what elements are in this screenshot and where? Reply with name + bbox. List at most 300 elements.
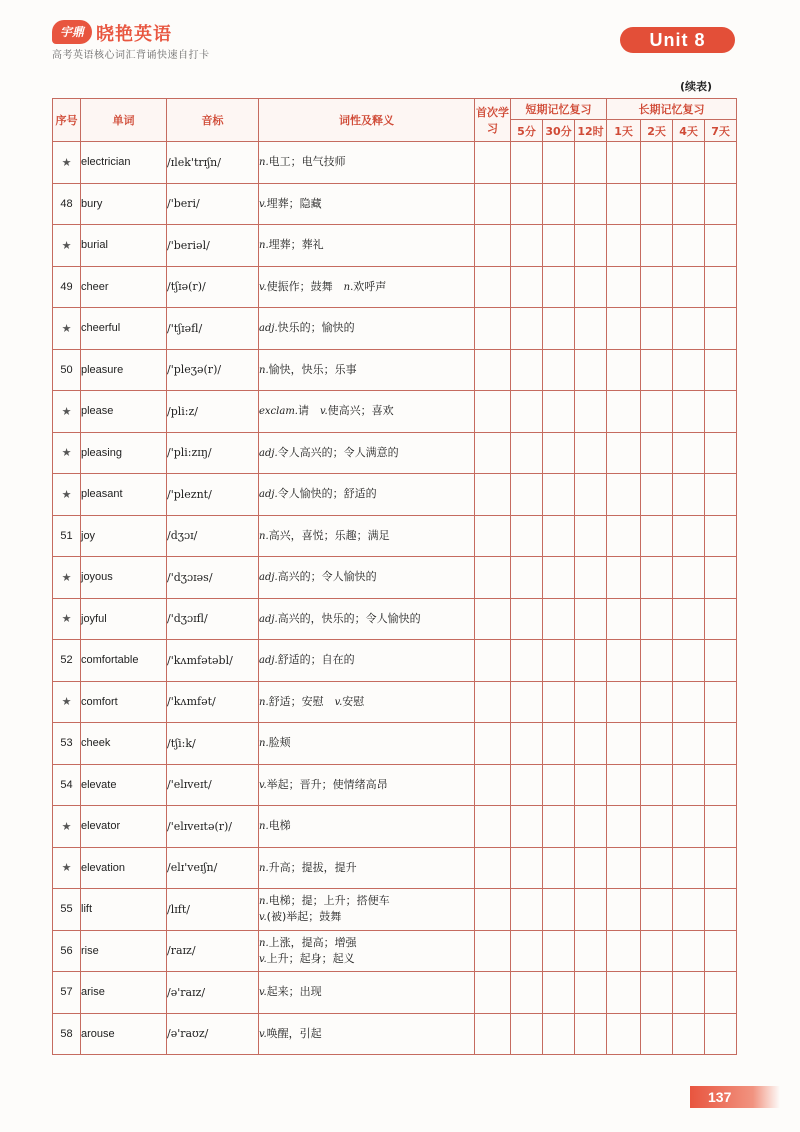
phonetic: /raɪz/ xyxy=(167,930,259,972)
phonetic: /'elɪveɪt/ xyxy=(167,764,259,806)
review-7day-cell[interactable] xyxy=(705,474,737,516)
review-2day-cell[interactable] xyxy=(641,225,673,267)
first-study-cell[interactable] xyxy=(475,889,511,931)
review-5min-cell[interactable] xyxy=(511,847,543,889)
first-study-cell[interactable] xyxy=(475,349,511,391)
part-of-speech: n. xyxy=(259,738,269,750)
review-30min-cell[interactable] xyxy=(543,640,575,682)
review-2day-cell[interactable] xyxy=(641,557,673,599)
review-1day-cell[interactable] xyxy=(607,142,641,184)
review-4day-cell[interactable] xyxy=(673,1013,705,1055)
word: comfortable xyxy=(81,640,167,682)
header-30min: 30分 xyxy=(543,120,575,142)
table-row xyxy=(53,183,737,225)
definition-line xyxy=(259,403,474,419)
review-7day-cell[interactable] xyxy=(705,640,737,682)
review-30min-cell[interactable] xyxy=(543,515,575,557)
review-1day-cell[interactable] xyxy=(607,640,641,682)
phonetic: /'pleznt/ xyxy=(167,474,259,516)
review-7day-cell[interactable] xyxy=(705,806,737,848)
review-30min-cell[interactable] xyxy=(543,930,575,972)
review-5min-cell[interactable] xyxy=(511,806,543,848)
review-4day-cell[interactable] xyxy=(673,764,705,806)
part-of-speech: v. xyxy=(319,406,328,418)
book-subtitle: 高考英语核心词汇背诵快速自打卡 xyxy=(52,50,210,61)
review-30min-cell[interactable] xyxy=(543,183,575,225)
review-7day-cell[interactable] xyxy=(705,308,737,350)
table-row xyxy=(53,764,737,806)
review-12h-cell[interactable] xyxy=(575,1013,607,1055)
continued-label: (续表) xyxy=(680,80,713,93)
review-1day-cell[interactable] xyxy=(607,889,641,931)
phonetic: /tʃi:k/ xyxy=(167,723,259,765)
review-2day-cell[interactable] xyxy=(641,1013,673,1055)
definition xyxy=(259,266,475,308)
row-number: 53 xyxy=(53,723,81,765)
review-1day-cell[interactable] xyxy=(607,806,641,848)
review-7day-cell[interactable] xyxy=(705,515,737,557)
meaning: 唤醒，引起 xyxy=(266,1026,322,1040)
review-7day-cell[interactable] xyxy=(705,723,737,765)
first-study-cell[interactable] xyxy=(475,557,511,599)
first-study-cell[interactable] xyxy=(475,515,511,557)
phonetic: /dʒɔɪ/ xyxy=(167,515,259,557)
review-12h-cell[interactable] xyxy=(575,225,607,267)
row-number: ★ xyxy=(53,432,81,474)
review-30min-cell[interactable] xyxy=(543,764,575,806)
meaning: 舒适的；自在的 xyxy=(277,653,355,667)
review-4day-cell[interactable] xyxy=(673,847,705,889)
definition-line xyxy=(259,237,474,253)
review-4day-cell[interactable] xyxy=(673,930,705,972)
header-2day: 2天 xyxy=(641,120,673,142)
definition-line xyxy=(259,984,474,1000)
review-2day-cell[interactable] xyxy=(641,349,673,391)
review-12h-cell[interactable] xyxy=(575,142,607,184)
first-study-cell[interactable] xyxy=(475,266,511,308)
meaning: 令人高兴的；令人满意的 xyxy=(277,445,399,459)
review-5min-cell[interactable] xyxy=(511,515,543,557)
word: lift xyxy=(81,889,167,931)
part-of-speech: adj. xyxy=(259,323,278,335)
review-4day-cell[interactable] xyxy=(673,183,705,225)
review-1day-cell[interactable] xyxy=(607,432,641,474)
part-of-speech: adj. xyxy=(259,655,278,667)
review-2day-cell[interactable] xyxy=(641,930,673,972)
review-7day-cell[interactable] xyxy=(705,557,737,599)
definition xyxy=(259,889,475,931)
table-row xyxy=(53,308,737,350)
review-1day-cell[interactable] xyxy=(607,930,641,972)
word: pleasure xyxy=(81,349,167,391)
definition xyxy=(259,225,475,267)
review-30min-cell[interactable] xyxy=(543,266,575,308)
row-number: 49 xyxy=(53,266,81,308)
part-of-speech: adj. xyxy=(259,447,278,459)
phonetic: /'kʌmfət/ xyxy=(167,681,259,723)
review-2day-cell[interactable] xyxy=(641,515,673,557)
review-7day-cell[interactable] xyxy=(705,142,737,184)
definition xyxy=(259,723,475,765)
table-row xyxy=(53,474,737,516)
review-4day-cell[interactable] xyxy=(673,723,705,765)
review-1day-cell[interactable] xyxy=(607,308,641,350)
review-5min-cell[interactable] xyxy=(511,972,543,1014)
review-4day-cell[interactable] xyxy=(673,308,705,350)
review-12h-cell[interactable] xyxy=(575,972,607,1014)
definition-line xyxy=(259,652,474,668)
review-5min-cell[interactable] xyxy=(511,764,543,806)
review-4day-cell[interactable] xyxy=(673,349,705,391)
definition-line xyxy=(259,935,474,951)
meaning: 上涨，提高；增强 xyxy=(268,935,357,949)
table-row xyxy=(53,847,737,889)
review-30min-cell[interactable] xyxy=(543,349,575,391)
review-2day-cell[interactable] xyxy=(641,432,673,474)
review-1day-cell[interactable] xyxy=(607,391,641,433)
first-study-cell[interactable] xyxy=(475,640,511,682)
review-7day-cell[interactable] xyxy=(705,391,737,433)
review-4day-cell[interactable] xyxy=(673,681,705,723)
review-5min-cell[interactable] xyxy=(511,681,543,723)
review-2day-cell[interactable] xyxy=(641,764,673,806)
first-study-cell[interactable] xyxy=(475,972,511,1014)
review-1day-cell[interactable] xyxy=(607,972,641,1014)
first-study-cell[interactable] xyxy=(475,806,511,848)
first-study-cell[interactable] xyxy=(475,142,511,184)
review-30min-cell[interactable] xyxy=(543,308,575,350)
review-4day-cell[interactable] xyxy=(673,391,705,433)
meaning: (被)举起；鼓舞 xyxy=(266,910,342,924)
review-2day-cell[interactable] xyxy=(641,889,673,931)
review-5min-cell[interactable] xyxy=(511,183,543,225)
definition xyxy=(259,183,475,225)
meaning: 上升；起身；起义 xyxy=(266,951,355,965)
row-number: ★ xyxy=(53,598,81,640)
part-of-speech: adj. xyxy=(259,613,278,625)
review-5min-cell[interactable] xyxy=(511,889,543,931)
review-12h-cell[interactable] xyxy=(575,183,607,225)
definition-line xyxy=(259,860,474,876)
review-12h-cell[interactable] xyxy=(575,681,607,723)
review-2day-cell[interactable] xyxy=(641,681,673,723)
review-1day-cell[interactable] xyxy=(607,681,641,723)
review-4day-cell[interactable] xyxy=(673,142,705,184)
review-4day-cell[interactable] xyxy=(673,972,705,1014)
review-4day-cell[interactable] xyxy=(673,557,705,599)
review-5min-cell[interactable] xyxy=(511,142,543,184)
review-1day-cell[interactable] xyxy=(607,183,641,225)
part-of-speech: n. xyxy=(259,530,269,542)
review-12h-cell[interactable] xyxy=(575,723,607,765)
review-12h-cell[interactable] xyxy=(575,598,607,640)
review-2day-cell[interactable] xyxy=(641,640,673,682)
table-row xyxy=(53,557,737,599)
review-30min-cell[interactable] xyxy=(543,889,575,931)
review-5min-cell[interactable] xyxy=(511,308,543,350)
meaning: 高兴的；令人愉快的 xyxy=(277,570,377,584)
word: arise xyxy=(81,972,167,1014)
review-12h-cell[interactable] xyxy=(575,889,607,931)
review-7day-cell[interactable] xyxy=(705,183,737,225)
review-12h-cell[interactable] xyxy=(575,308,607,350)
word: elevation xyxy=(81,847,167,889)
review-1day-cell[interactable] xyxy=(607,515,641,557)
meaning: 起来；出现 xyxy=(266,985,322,999)
review-30min-cell[interactable] xyxy=(543,225,575,267)
review-12h-cell[interactable] xyxy=(575,515,607,557)
review-12h-cell[interactable] xyxy=(575,474,607,516)
word: cheer xyxy=(81,266,167,308)
part-of-speech: n. xyxy=(259,821,269,833)
header-no: 序号 xyxy=(53,99,81,142)
review-4day-cell[interactable] xyxy=(673,806,705,848)
row-number: 54 xyxy=(53,764,81,806)
review-7day-cell[interactable] xyxy=(705,432,737,474)
part-of-speech: adj. xyxy=(259,572,278,584)
review-2day-cell[interactable] xyxy=(641,598,673,640)
definition-line xyxy=(259,818,474,834)
review-12h-cell[interactable] xyxy=(575,391,607,433)
review-30min-cell[interactable] xyxy=(543,432,575,474)
review-12h-cell[interactable] xyxy=(575,557,607,599)
part-of-speech: v. xyxy=(259,198,267,210)
review-30min-cell[interactable] xyxy=(543,972,575,1014)
review-1day-cell[interactable] xyxy=(607,225,641,267)
unit-badge: Unit 8 xyxy=(620,27,735,53)
review-1day-cell[interactable] xyxy=(607,723,641,765)
review-7day-cell[interactable] xyxy=(705,930,737,972)
row-number: ★ xyxy=(53,474,81,516)
row-number: ★ xyxy=(53,847,81,889)
row-number: 48 xyxy=(53,183,81,225)
review-12h-cell[interactable] xyxy=(575,432,607,474)
review-1day-cell[interactable] xyxy=(607,557,641,599)
meaning: 脸颊 xyxy=(268,736,291,750)
definition xyxy=(259,806,475,848)
review-4day-cell[interactable] xyxy=(673,225,705,267)
meaning: 使高兴；喜欢 xyxy=(327,404,394,418)
review-5min-cell[interactable] xyxy=(511,432,543,474)
row-number: 51 xyxy=(53,515,81,557)
review-5min-cell[interactable] xyxy=(511,349,543,391)
word: rise xyxy=(81,930,167,972)
definition xyxy=(259,391,475,433)
table-row xyxy=(53,972,737,1014)
table-row xyxy=(53,889,737,931)
row-number: ★ xyxy=(53,557,81,599)
review-30min-cell[interactable] xyxy=(543,474,575,516)
review-2day-cell[interactable] xyxy=(641,183,673,225)
vocabulary-rows xyxy=(53,142,737,1055)
review-5min-cell[interactable] xyxy=(511,391,543,433)
meaning: 高兴，喜悦；乐趣；满足 xyxy=(268,528,390,542)
header-7day: 7天 xyxy=(705,120,737,142)
review-30min-cell[interactable] xyxy=(543,598,575,640)
definition-line xyxy=(259,569,474,585)
review-30min-cell[interactable] xyxy=(543,557,575,599)
review-1day-cell[interactable] xyxy=(607,764,641,806)
review-7day-cell[interactable] xyxy=(705,225,737,267)
meaning: 安慰 xyxy=(342,694,365,708)
review-7day-cell[interactable] xyxy=(705,972,737,1014)
definition xyxy=(259,474,475,516)
phonetic: /'tʃɪəfl/ xyxy=(167,308,259,350)
phonetic: /'dʒɔɪfl/ xyxy=(167,598,259,640)
review-5min-cell[interactable] xyxy=(511,640,543,682)
review-1day-cell[interactable] xyxy=(607,349,641,391)
meaning: 电梯；提；上升；搭便车 xyxy=(268,894,390,908)
definition-line xyxy=(259,362,474,378)
meaning: 埋葬；葬礼 xyxy=(268,238,324,252)
phonetic: /ɪlek'trɪʃn/ xyxy=(167,142,259,184)
first-study-cell[interactable] xyxy=(475,723,511,765)
review-2day-cell[interactable] xyxy=(641,142,673,184)
review-5min-cell[interactable] xyxy=(511,723,543,765)
review-5min-cell[interactable] xyxy=(511,930,543,972)
review-12h-cell[interactable] xyxy=(575,806,607,848)
review-2day-cell[interactable] xyxy=(641,474,673,516)
row-number: ★ xyxy=(53,225,81,267)
meaning: 举起；晋升；使情绪高昂 xyxy=(266,777,388,791)
review-30min-cell[interactable] xyxy=(543,1013,575,1055)
page-number: 137 xyxy=(690,1086,780,1108)
review-7day-cell[interactable] xyxy=(705,681,737,723)
review-1day-cell[interactable] xyxy=(607,474,641,516)
first-study-cell[interactable] xyxy=(475,847,511,889)
review-7day-cell[interactable] xyxy=(705,266,737,308)
meaning: 舒适；安慰 xyxy=(268,694,335,708)
part-of-speech: n. xyxy=(259,364,269,376)
definition-line xyxy=(259,611,474,627)
review-4day-cell[interactable] xyxy=(673,640,705,682)
word: burial xyxy=(81,225,167,267)
table-row xyxy=(53,1013,737,1055)
review-30min-cell[interactable] xyxy=(543,681,575,723)
definition-line xyxy=(259,320,474,336)
first-study-cell[interactable] xyxy=(475,225,511,267)
review-1day-cell[interactable] xyxy=(607,1013,641,1055)
header-4day: 4天 xyxy=(673,120,705,142)
row-number: ★ xyxy=(53,681,81,723)
first-study-cell[interactable] xyxy=(475,432,511,474)
part-of-speech: n. xyxy=(259,696,269,708)
review-4day-cell[interactable] xyxy=(673,474,705,516)
first-study-cell[interactable] xyxy=(475,391,511,433)
first-study-cell[interactable] xyxy=(475,308,511,350)
review-2day-cell[interactable] xyxy=(641,391,673,433)
review-30min-cell[interactable] xyxy=(543,142,575,184)
phonetic: /'pli:zɪŋ/ xyxy=(167,432,259,474)
part-of-speech: v. xyxy=(259,912,267,924)
review-4day-cell[interactable] xyxy=(673,598,705,640)
review-12h-cell[interactable] xyxy=(575,640,607,682)
first-study-cell[interactable] xyxy=(475,764,511,806)
first-study-cell[interactable] xyxy=(475,930,511,972)
definition xyxy=(259,847,475,889)
review-5min-cell[interactable] xyxy=(511,474,543,516)
row-number: 52 xyxy=(53,640,81,682)
review-1day-cell[interactable] xyxy=(607,598,641,640)
first-study-cell[interactable] xyxy=(475,474,511,516)
table-row xyxy=(53,723,737,765)
first-study-cell[interactable] xyxy=(475,1013,511,1055)
vocabulary-table xyxy=(52,98,737,1055)
review-5min-cell[interactable] xyxy=(511,557,543,599)
word: comfort xyxy=(81,681,167,723)
meaning: 埋葬；隐藏 xyxy=(266,196,322,210)
part-of-speech: n. xyxy=(259,240,269,252)
part-of-speech: n. xyxy=(259,862,269,874)
row-number: 56 xyxy=(53,930,81,972)
review-7day-cell[interactable] xyxy=(705,764,737,806)
review-12h-cell[interactable] xyxy=(575,349,607,391)
review-7day-cell[interactable] xyxy=(705,1013,737,1055)
word: bury xyxy=(81,183,167,225)
review-12h-cell[interactable] xyxy=(575,266,607,308)
review-12h-cell[interactable] xyxy=(575,847,607,889)
review-12h-cell[interactable] xyxy=(575,930,607,972)
meaning: 电工；电气技师 xyxy=(268,155,346,169)
definition-line xyxy=(259,893,474,909)
review-12h-cell[interactable] xyxy=(575,764,607,806)
table-row xyxy=(53,598,737,640)
review-4day-cell[interactable] xyxy=(673,889,705,931)
table-row xyxy=(53,225,737,267)
review-2day-cell[interactable] xyxy=(641,308,673,350)
header-definition: 词性及释义 xyxy=(259,99,475,142)
definition-line xyxy=(259,486,474,502)
review-7day-cell[interactable] xyxy=(705,889,737,931)
review-2day-cell[interactable] xyxy=(641,806,673,848)
review-2day-cell[interactable] xyxy=(641,723,673,765)
review-30min-cell[interactable] xyxy=(543,391,575,433)
first-study-cell[interactable] xyxy=(475,681,511,723)
part-of-speech: n. xyxy=(259,157,269,169)
review-30min-cell[interactable] xyxy=(543,847,575,889)
review-7day-cell[interactable] xyxy=(705,598,737,640)
review-2day-cell[interactable] xyxy=(641,847,673,889)
first-study-cell[interactable] xyxy=(475,183,511,225)
review-5min-cell[interactable] xyxy=(511,1013,543,1055)
review-4day-cell[interactable] xyxy=(673,266,705,308)
row-number: ★ xyxy=(53,391,81,433)
table-row xyxy=(53,432,737,474)
review-5min-cell[interactable] xyxy=(511,598,543,640)
review-4day-cell[interactable] xyxy=(673,432,705,474)
part-of-speech: v. xyxy=(334,696,343,708)
review-4day-cell[interactable] xyxy=(673,515,705,557)
review-7day-cell[interactable] xyxy=(705,349,737,391)
definition-line xyxy=(259,1026,474,1042)
review-7day-cell[interactable] xyxy=(705,847,737,889)
review-30min-cell[interactable] xyxy=(543,806,575,848)
first-study-cell[interactable] xyxy=(475,598,511,640)
page-header xyxy=(0,0,800,93)
definition-line xyxy=(259,196,474,212)
review-1day-cell[interactable] xyxy=(607,266,641,308)
review-5min-cell[interactable] xyxy=(511,266,543,308)
review-30min-cell[interactable] xyxy=(543,723,575,765)
review-1day-cell[interactable] xyxy=(607,847,641,889)
part-of-speech: v. xyxy=(259,987,267,999)
definition-line xyxy=(259,735,474,751)
part-of-speech: n. xyxy=(259,937,269,949)
review-2day-cell[interactable] xyxy=(641,266,673,308)
review-2day-cell[interactable] xyxy=(641,972,673,1014)
review-5min-cell[interactable] xyxy=(511,225,543,267)
phonetic: /'dʒɔɪəs/ xyxy=(167,557,259,599)
